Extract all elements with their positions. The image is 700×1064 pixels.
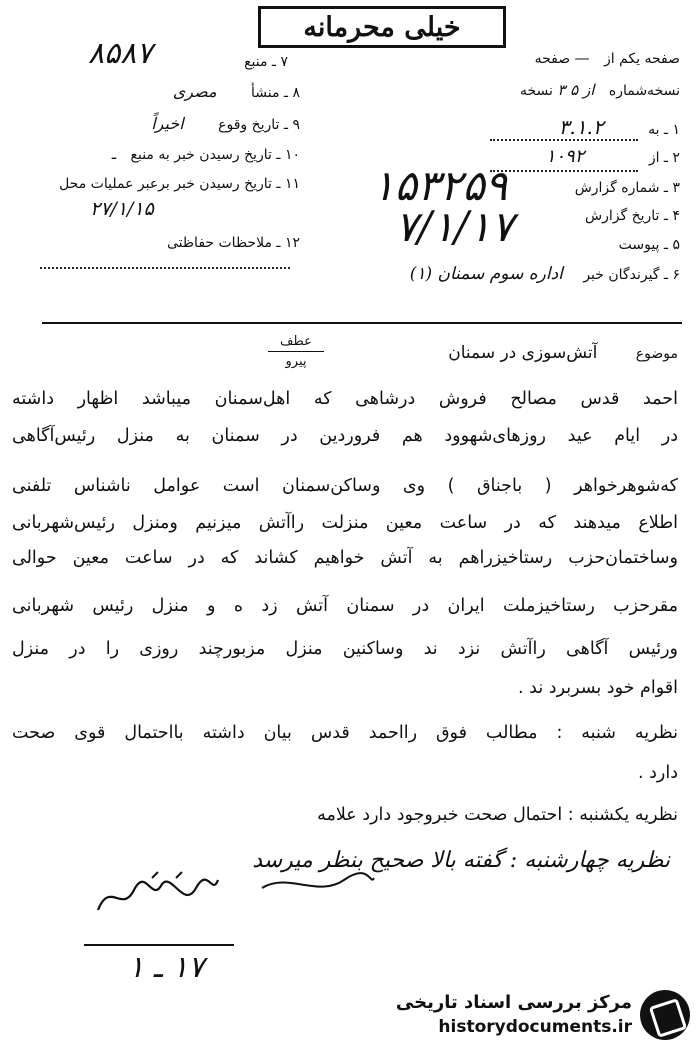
field-origin: ۸ ـ منشأ مصری — [172, 82, 300, 101]
sunday-evaluation: نظریه یکشنبه : احتمال صحت خبروجود دارد علامه — [317, 805, 678, 825]
field-source: ۷ ـ منبع — [244, 54, 288, 70]
dotted-line — [40, 267, 290, 269]
body-line: اطلاع میدهند که در ساعت معین منزلت راآتش میزنیم ومنزل رئیس‌شهربانی — [12, 513, 678, 533]
field-date-received: ۱۰ ـ تاریخ رسیدن خبر به منبع ـ — [111, 145, 300, 163]
dotted-line — [490, 139, 638, 141]
field-recipients: ۶ ـ گیرندگان خبر (۱) اداره سوم سمنان — [409, 264, 680, 284]
field-copy: نسخه‌شماره ۳ از ۵ نسخه — [519, 81, 680, 99]
field-page: صفحه یکم از — صفحه — [534, 49, 680, 67]
separator-line — [42, 322, 682, 324]
subject-row — [448, 343, 678, 363]
classification-stamp: خیلی محرمانه — [258, 6, 506, 48]
field-security-notes: ۱۲ ـ ملاحظات حفاظتی — [167, 235, 300, 251]
watermark-en: historydocuments.ir — [438, 1017, 632, 1037]
bottom-number: ۱۷ ـ ۱ — [128, 950, 205, 985]
reference-peyro: پیرو — [285, 354, 307, 369]
report-number-handwritten: ۱۵۳۲۵۹ — [372, 161, 508, 210]
reference-atf: عطف — [268, 334, 324, 352]
archive-number: ۸۵۸۷ — [88, 36, 153, 71]
body-line: اقوام خود بسربرد ند . — [518, 678, 678, 698]
signature — [92, 870, 222, 920]
handwritten-note: نظریه چهارشنبه : گفته بالا صحیح بنظر میرسد — [252, 848, 670, 873]
field-report-date: ۴ ـ تاریخ گزارش — [585, 208, 680, 224]
watermark — [395, 990, 690, 1046]
ops-date-value: ۲۷/۱/۱۵ — [90, 198, 154, 220]
body-line: مقرحزب رستاخیزملت ایران در سمنان آتش زد ه و منزل رئیس شهربانی — [12, 596, 678, 616]
watermark-fa: مرکز بررسی اسناد تاریخی — [395, 992, 632, 1013]
evaluation-line: دارد . — [637, 763, 678, 783]
body-line: احمد قدس مصالح فروش درشاهی که اهل‌سمنان میباشد اظهار داشته — [12, 389, 678, 409]
subject-value: آتش‌سوزی در سمنان — [448, 343, 598, 363]
field-to: ۱ ـ به ۳.۱.۲ — [558, 115, 680, 139]
body-line: که‌شوهرخواهر ( باجناق ) وی وساکن‌سمنان است عوامل ناشناس تلفنی — [12, 476, 678, 496]
field-event-date: ۹ ـ تاریخ وقوع اخیراً — [151, 114, 300, 133]
handwritten-stroke — [258, 870, 378, 900]
evaluation-line: نظریه شنبه : مطالب فوق رااحمد قدس بیان داشته بااحتمال قوی صحت — [12, 723, 678, 743]
field-from: ۲ ـ از ۱۰۹۲ — [545, 146, 680, 167]
signature-underline — [84, 944, 234, 946]
reference-block — [268, 334, 324, 369]
archive-logo-icon — [640, 990, 690, 1040]
body-line: ورئیس آگاهی راآتش نزد ند وساکنین منزل مزبورچند روزی را در منزل — [12, 639, 678, 659]
field-date-ops: ۱۱ ـ تاریخ رسیدن خبر برعبر عملیات محل — [59, 176, 300, 192]
field-attachment: ۵ ـ پیوست — [618, 237, 680, 253]
dotted-line — [490, 170, 638, 172]
body-line: در ایام عید روزهای‌شهوود هم فروردین در سمنان به منزل رئیس‌آگاهی — [12, 426, 678, 446]
field-report-number: ۳ ـ شماره گزارش — [574, 180, 680, 196]
body-line: وساختمان‌حزب رستاخیزراهم به آتش خواهیم کشاند که در ساعت معین حوالی — [12, 548, 678, 568]
subject-label: موضوع — [635, 346, 678, 362]
report-date-handwritten: ۷/۱/۱۷ — [395, 202, 514, 251]
